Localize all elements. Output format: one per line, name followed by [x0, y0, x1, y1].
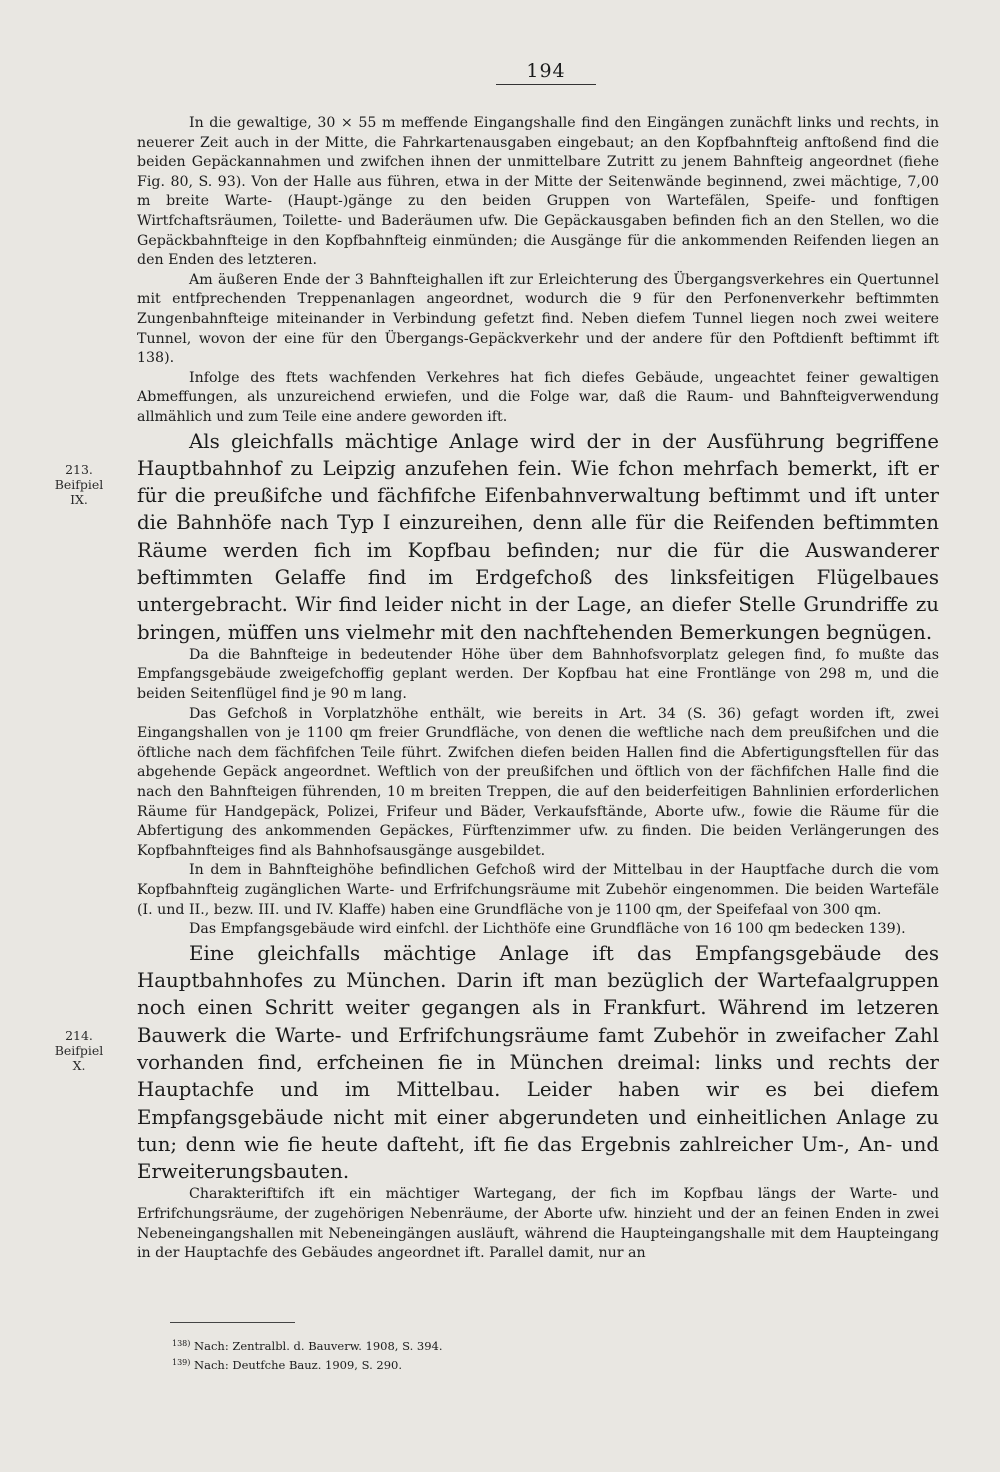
margin-note-number: 214.	[65, 1028, 93, 1043]
footnote-number: 138)	[172, 1339, 191, 1348]
body-text	[137, 114, 939, 1264]
paragraph: In die gewaltige, 30 × 55 m meffende Eingangshalle find den Eingängen zunächft links und rechts, in neuerer Zeit auch in der Mitte, die Fahrkartenausgaben eingebaut; an den Kopfbahnfteig anftoßend find die beiden Gepäckannahmen und zwifchen ihnen der unmittelbare Zutritt zu jenem Bahnfteig angeordnet (fiehe Fig. 80, S. 93). Von der Halle aus führen, etwa in der Mitte der Seitenwände beginnend, zwei mächtige, 7,00 m breite Warte- (Haupt-)gänge zu den beiden Gruppen von Wartefälen, Speife- und fonftigen Wirtfchaftsräumen, Toilette- und Baderäumen ufw. Die Gepäckausgaben befinden fich an den Stellen, wo die Gepäckbahnfteige in den Kopfbahnfteig einmünden; die Ausgänge für die ankommenden Reifenden liegen an den Enden des letzteren.	[137, 115, 939, 269]
paragraph: Infolge des ftets wachfenden Verkehres hat fich diefes Gebäude, ungeachtet feiner gewaltigen Abmeffungen, als unzureichend erwiefen, und die Folge war, daß die Raum- und Bahnfteigverwendung allmählich und zum Teile eine andere geworden ift.	[137, 369, 939, 425]
paragraph: In dem in Bahnfteighöhe befindlichen Gefchoß wird der Mittelbau in der Hauptfache durch die vom Kopfbahnfteig zugänglichen Warte- und Erfrifchungsräume mit Zubehör eingenommen. Die beiden Wartefäle (I. und II., bezw. III. und IV. Klaffe) haben eine Grundfläche von je 1100 qm, der Speifefaal von 300 qm.	[137, 862, 939, 918]
footnote-number: 139)	[172, 1357, 191, 1367]
page-number: 194	[496, 58, 596, 85]
footnote-text: Nach: Deutfche Bauz. 1909, S. 290.	[194, 1357, 403, 1372]
footnote-divider	[170, 1322, 295, 1323]
paragraph: Am äußeren Ende der 3 Bahnfteighallen ift zur Erleichterung des Übergangsverkehres ein Quertunnel mit entfprechenden Treppenanlagen angeordnet, wodurch die 9 für den Perfonenverkehr beftimmten Zungenbahnfteige miteinander in Verbindung gefetzt find. Neben diefem Tunnel liegen noch zwei weitere Tunnel, wovon der eine für den Übergangs-Gepäckverkehr und der andere für den Poftdienft beftimmt ift 138).	[137, 271, 939, 367]
margin-note-label: Beifpiel	[54, 1043, 104, 1058]
margin-note-number: 213.	[65, 462, 93, 477]
paragraph: Da die Bahnfteige in bedeutender Höhe über dem Bahnhofsvorplatz gelegen find, fo mußte das Empfangsgebäude zweigefchoffig geplant werden. Der Kopfbau hat eine Frontlänge von 298 m, und die beiden Seitenflügel find je 90 m lang.	[137, 646, 939, 703]
paragraph-beispiel-x: Eine gleichfalls mächtige Anlage ift das Empfangsgebäude des Hauptbahnhofes zu München. Darin ift man bezüglich der Wartefaalgruppen noch einen Schritt weiter gegangen als in Frankfurt. Während im letzeren Bauwerk die Warte- und Erfrifchungsräume famt Zubehör in zweifacher Zahl vorhanden find, erfcheinen fie in München dreimal: links und rechts der Hauptachfe und im Mittelbau. Leider haben wir es bei diefem Empfangsgebäude nicht mit einer abgerundeten und einheitlichen Anlage zu tun; denn wie fie heute dafteht, ift fie das Ergebnis zahlreicher Um-, An- und Erweiterungsbauten.	[137, 941, 939, 1184]
footnote	[172, 1336, 772, 1355]
margin-note-213	[40, 462, 118, 507]
margin-note-roman: IX.	[70, 492, 88, 507]
margin-note-roman: X.	[72, 1058, 86, 1073]
margin-note-214	[40, 1028, 118, 1073]
footnote	[172, 1355, 772, 1374]
footnote-text: Nach: Zentralbl. d. Bauverw. 1908, S. 394.	[194, 1339, 443, 1353]
paragraph: Das Gefchoß in Vorplatzhöhe enthält, wie bereits in Art. 34 (S. 36) gefagt worden ift, zwei Eingangshallen von je 1100 qm freier Grundfläche, von denen die weftliche nach dem preußifchen und die öftliche nach dem fächfifchen Teile führt. Zwifchen diefen beiden Hallen find die Abfertigungsftellen für das abgehende Gepäck angeordnet. Weftlich von der preußifchen und öftlich von der fächfifchen Halle find die nach den Bahnfteigen führenden, 10 m breiten Treppen, die auf den beiderfeitigen Bahnlinien erforderlichen Räume für Handgepäck, Polizei, Frifeur und Bäder, Verkaufsftände, Aborte ufw., fowie die Räume für die Abfertigung des ankommenden Gepäckes, Fürftenzimmer ufw. zu finden. Die beiden Verlängerungen des Kopfbahnfteiges find als Bahnhofsausgänge ausgebildet.	[137, 705, 939, 859]
footnotes	[172, 1336, 772, 1373]
paragraph: Charakteriftifch ift ein mächtiger Wartegang, der fich im Kopfbau längs der Warte- und Erfrifchungsräume, der zugehörigen Nebenräume, der Aborte ufw. hinzieht und der an feinen Enden in zwei Nebeneingangshallen mit Nebeneingängen ausläuft, während die Haupteingangshalle mit dem Haupteingang in der Hauptachfe des Gebäudes angeordnet ift. Parallel damit, nur an	[137, 1186, 939, 1262]
paragraph-beispiel-ix: Als gleichfalls mächtige Anlage wird der in der Ausführung begriffene Hauptbahnhof zu Leipzig anzufehen fein. Wie fchon mehrfach bemerkt, ift er für die preußifche und fächfifche Eifenbahnverwaltung beftimmt und ift unter die Bahnhöfe nach Typ I einzureihen, denn alle für die Reifenden beftimmten Räume werden fich im Kopfbau befinden; nur die für die Auswanderer beftimmten Gelaffe find im Erdgefchoß des linksfeitigen Flügelbaues untergebracht. Wir find leider nicht in der Lage, an diefer Stelle Grundriffe zu bringen, müffen uns vielmehr mit den nachftehenden Bemerkungen begnügen.	[137, 429, 939, 644]
margin-note-label: Beifpiel	[54, 477, 104, 492]
paragraph: Das Empfangsgebäude wird einfchl. der Lichthöfe eine Grundfläche von 16 100 qm bedecken 139).	[189, 921, 906, 938]
